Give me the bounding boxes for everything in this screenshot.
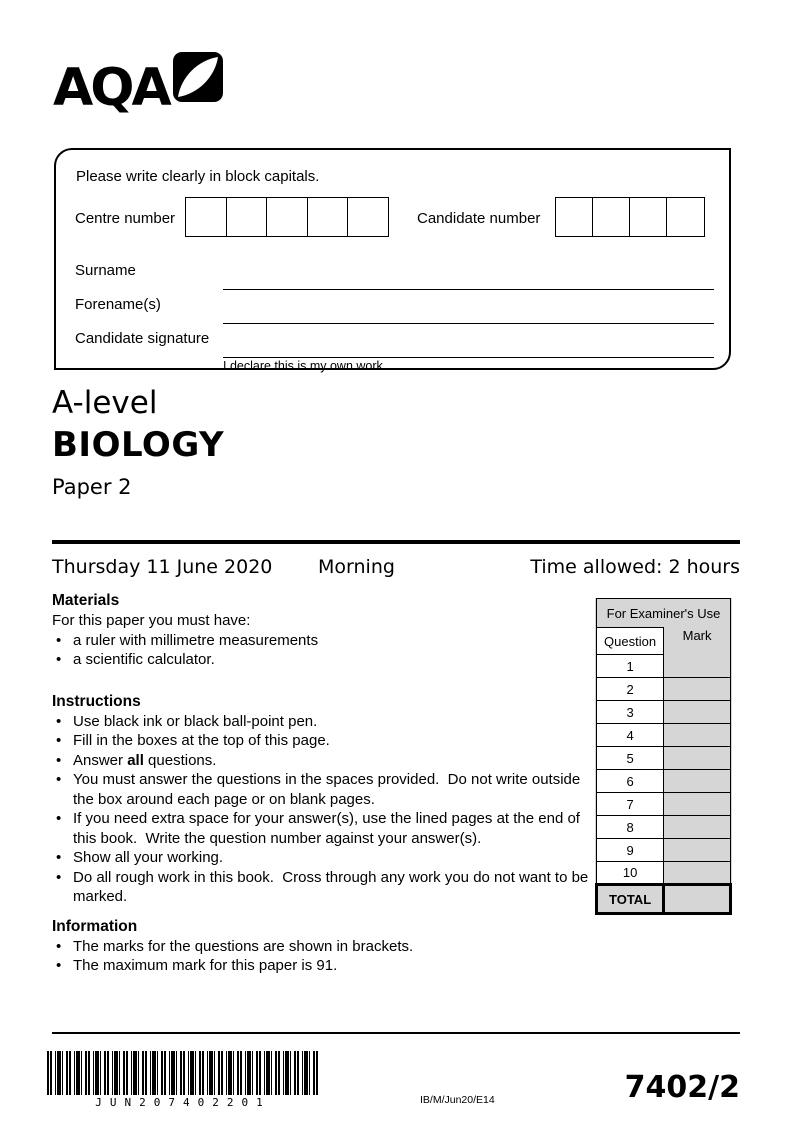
instructions-item: • Show all your working. <box>52 848 590 868</box>
total-label: TOTAL <box>597 885 664 914</box>
mark-cell <box>664 839 731 862</box>
centre-number-input <box>185 197 389 237</box>
information-item: • The maximum mark for this paper is 91. <box>52 956 590 976</box>
materials-heading: Materials <box>52 592 120 609</box>
candidate-number-cell[interactable] <box>592 197 631 237</box>
horizontal-rule-top <box>52 540 740 544</box>
barcode-image <box>47 1051 319 1095</box>
paper-code: 7402/2 <box>624 1070 740 1105</box>
question-number-cell: 7 <box>597 793 664 816</box>
barcode <box>47 1051 319 1109</box>
barcode-text: JUN207402201 <box>95 1096 271 1109</box>
instructions-section <box>52 692 593 907</box>
time-allowed: Time allowed: 2 hours <box>530 556 740 578</box>
information-section <box>52 917 590 976</box>
centre-number-cell[interactable] <box>185 197 227 237</box>
declaration-text: I declare this is my own work. <box>223 359 387 373</box>
horizontal-rule-bottom <box>52 1032 740 1034</box>
mark-cell <box>664 678 731 701</box>
candidate-details-box <box>54 148 731 373</box>
qualification-title: A-level <box>52 385 158 421</box>
information-item: • The marks for the questions are shown in brackets. <box>52 937 590 957</box>
surname-input-line[interactable] <box>223 289 714 290</box>
mark-cell <box>664 701 731 724</box>
instructions-item: • Fill in the boxes at the top of this page. <box>52 731 590 751</box>
question-number-cell: 4 <box>597 724 664 747</box>
instructions-heading: Instructions <box>52 692 141 710</box>
mark-cell <box>664 862 731 885</box>
instructions-item: • If you need extra space for your answer(s), use the lined pages at the end of this book. Write the question number against your answer(s). <box>52 809 590 848</box>
session-row <box>52 556 740 578</box>
materials-item: • a scientific calculator. <box>52 650 590 670</box>
forenames-input-line[interactable] <box>223 323 714 324</box>
centre-number-cell[interactable] <box>347 197 389 237</box>
candidate-number-label: Candidate number <box>417 210 541 227</box>
centre-number-cell[interactable] <box>266 197 308 237</box>
question-number-cell: 3 <box>597 701 664 724</box>
exam-session: Morning <box>318 556 395 578</box>
candidate-number-cell[interactable] <box>666 197 705 237</box>
question-number-cell: 6 <box>597 770 664 793</box>
mark-cell <box>664 816 731 839</box>
instructions-item: • Answer all questions. <box>52 751 590 771</box>
candidate-number-cell[interactable] <box>555 197 594 237</box>
question-number-cell: 10 <box>597 862 664 885</box>
question-number-cell: 8 <box>597 816 664 839</box>
front-cover-text <box>52 591 593 976</box>
materials-item: • a ruler with millimetre measurements <box>52 631 590 651</box>
materials-intro: For this paper you must have: <box>52 612 251 629</box>
candidate-number-input <box>555 197 705 237</box>
candidate-number-cell[interactable] <box>629 197 668 237</box>
paper-title: Paper 2 <box>52 475 132 499</box>
aqa-logo <box>53 52 233 124</box>
examiners-use-table <box>595 598 732 915</box>
exam-date: Thursday 11 June 2020 <box>52 556 273 578</box>
question-number-cell: 2 <box>597 678 664 701</box>
imprint-reference: IB/M/Jun20/E14 <box>420 1094 495 1106</box>
centre-number-label: Centre number <box>75 210 176 227</box>
total-mark-cell <box>664 885 731 914</box>
materials-section <box>52 591 590 670</box>
signature-input-line[interactable] <box>223 357 714 358</box>
examiners-table-title: For Examiner's Use <box>597 599 731 628</box>
question-number-cell: 9 <box>597 839 664 862</box>
signature-label: Candidate signature <box>75 330 210 347</box>
block-capitals-instruction: Please write clearly in block capitals. <box>76 168 320 185</box>
question-number-cell: 5 <box>597 747 664 770</box>
forenames-label: Forename(s) <box>75 296 161 313</box>
aqa-logo-text: AQA <box>53 58 169 118</box>
mark-cell <box>664 793 731 816</box>
surname-label: Surname <box>75 262 136 279</box>
instructions-item: • Do all rough work in this book. Cross through any work you do not want to be marked. <box>52 868 590 907</box>
subject-title: BIOLOGY <box>52 425 225 465</box>
mark-cell <box>664 747 731 770</box>
question-column-header: Question <box>597 628 664 655</box>
mark-cell <box>664 770 731 793</box>
instructions-item: • You must answer the questions in the spaces provided. Do not write outside the box around each page or on blank pages. <box>52 770 590 809</box>
mark-column-header: Mark <box>664 628 731 678</box>
information-heading: Information <box>52 917 138 935</box>
question-number-cell: 1 <box>597 655 664 678</box>
aqa-leaf-icon <box>173 52 223 102</box>
instructions-item: • Use black ink or black ball-point pen. <box>52 712 590 732</box>
centre-number-cell[interactable] <box>226 197 268 237</box>
mark-cell <box>664 724 731 747</box>
centre-number-cell[interactable] <box>307 197 349 237</box>
